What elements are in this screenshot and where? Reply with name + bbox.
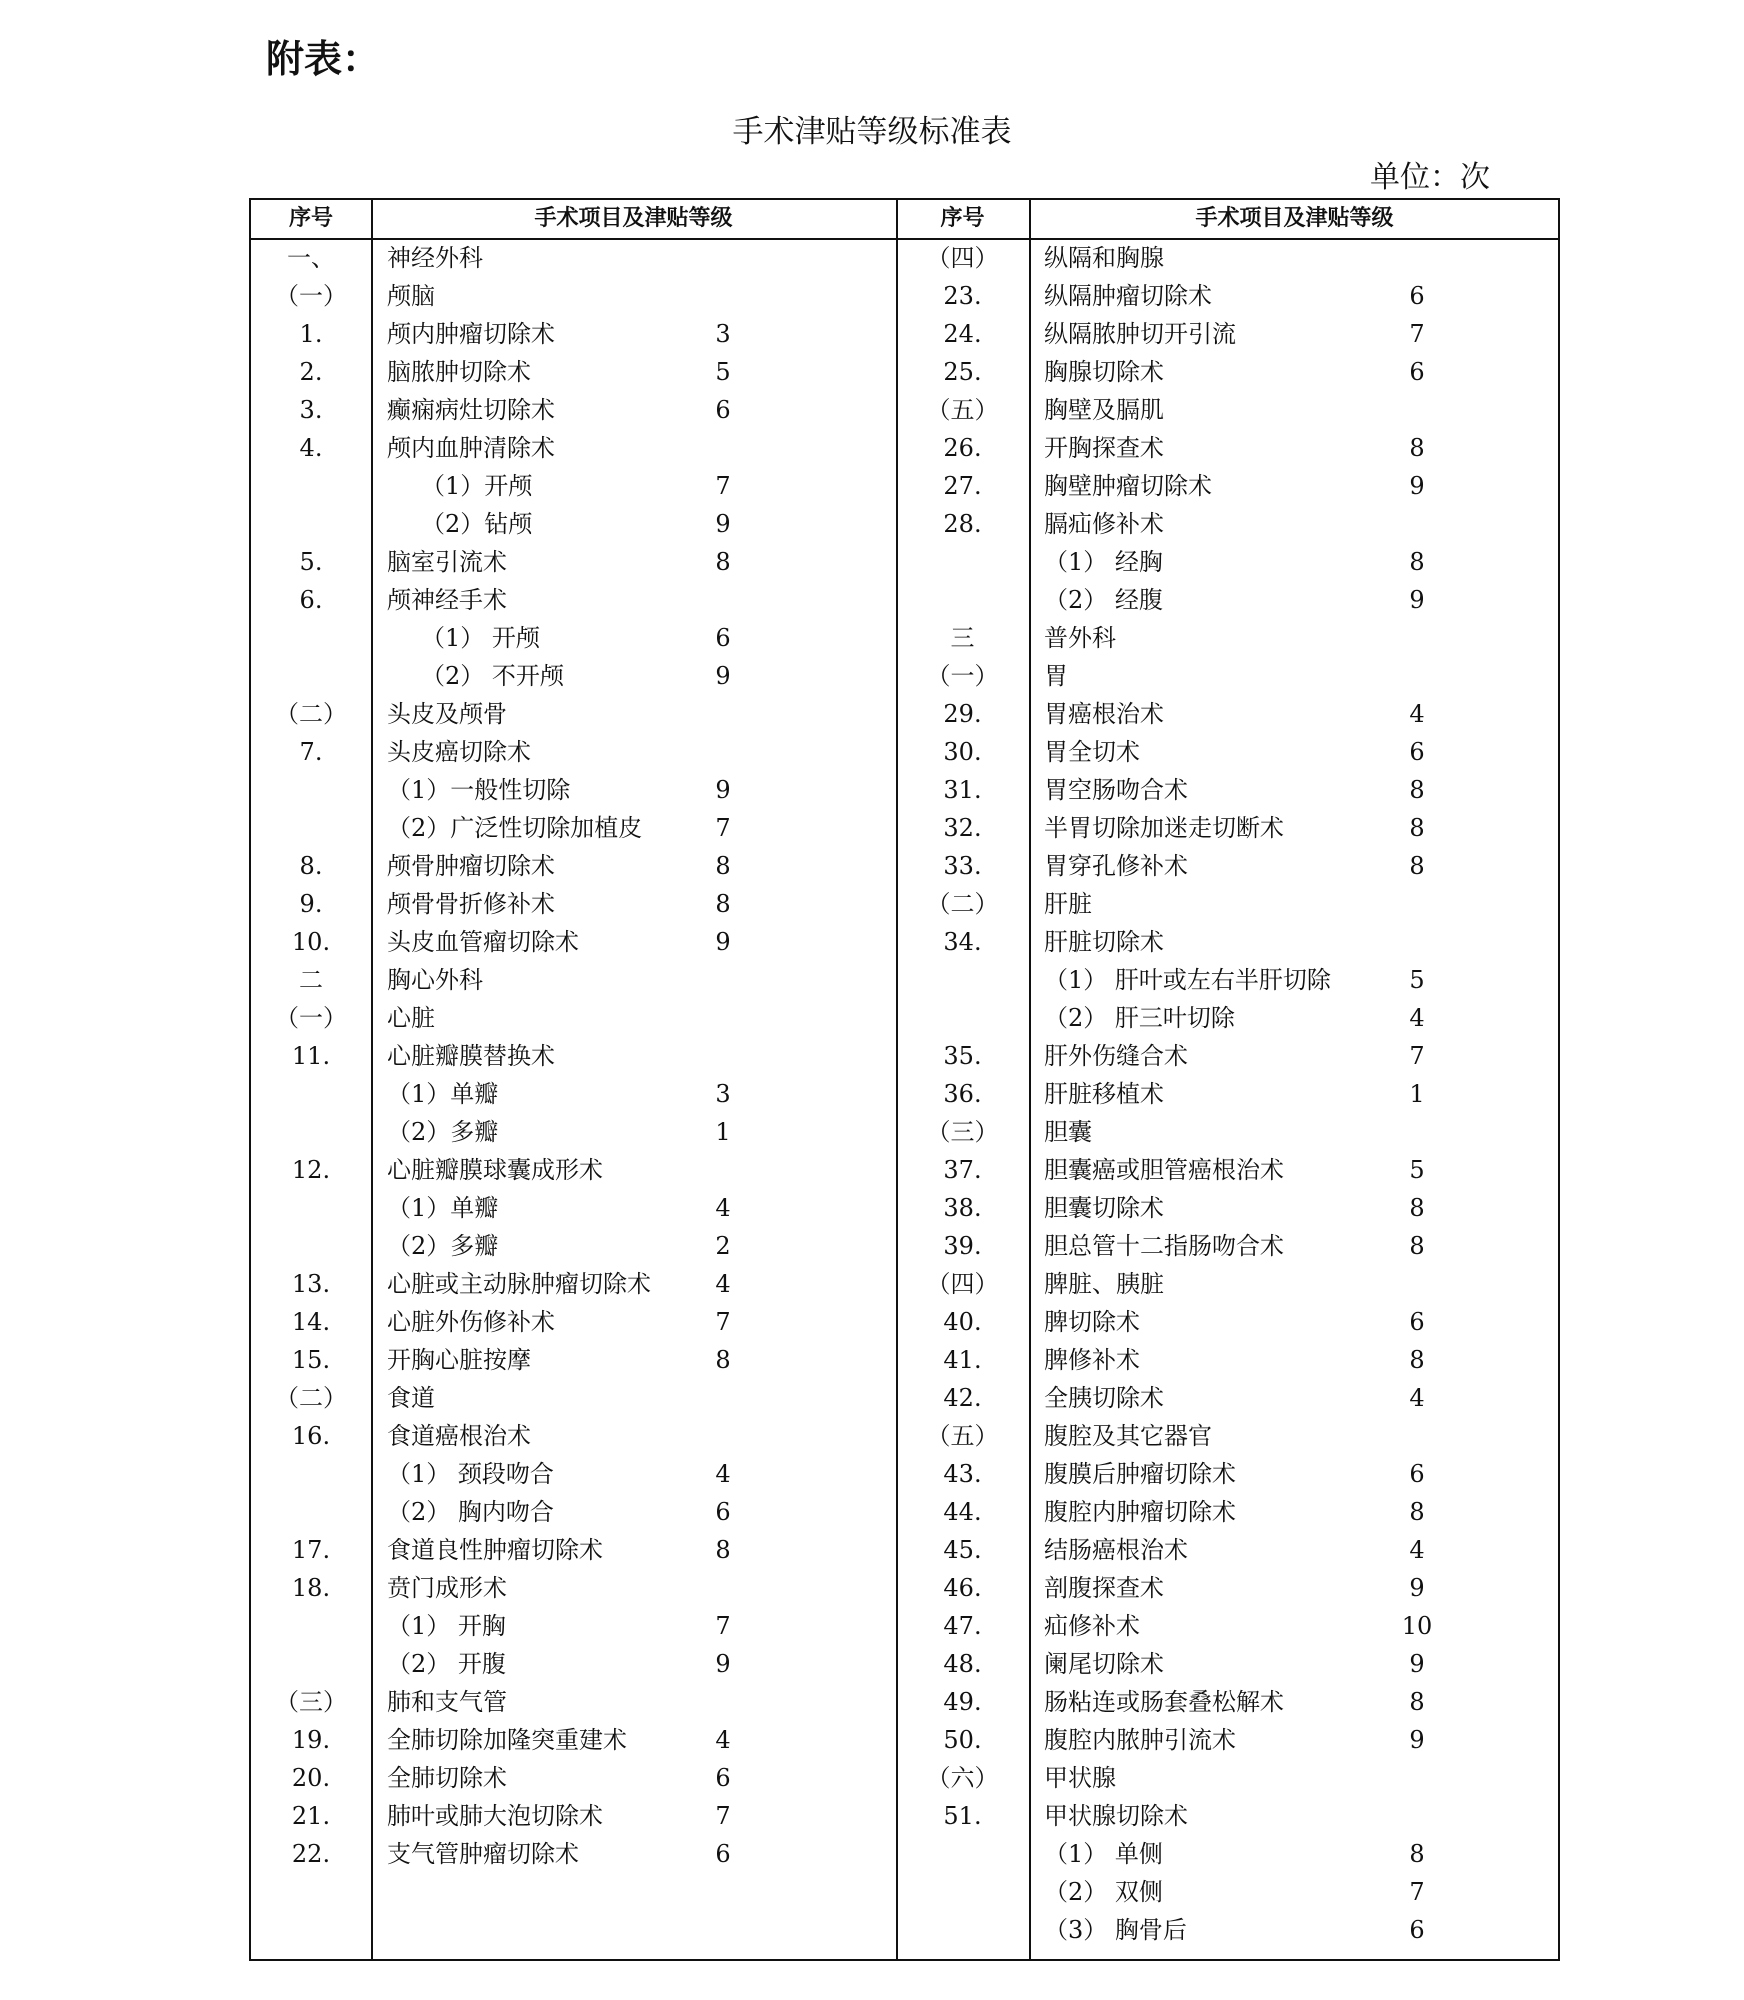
- table-row: [251, 1379, 1558, 1417]
- row-seq: 3.: [299, 396, 323, 424]
- row-item-name: （2）广泛性切除加植皮: [387, 814, 643, 842]
- table-row: [251, 1303, 1558, 1341]
- row-seq: 33.: [943, 852, 982, 880]
- row-item-name: 胃空肠吻合术: [1044, 776, 1188, 804]
- row-item-name: 癫痫病灶切除术: [387, 396, 555, 424]
- row-seq: 49.: [943, 1688, 982, 1716]
- table-row: [251, 1645, 1558, 1683]
- row-item-name: 甲状腺: [1044, 1764, 1116, 1792]
- row-grade: 7: [715, 814, 731, 842]
- row-seq: 6.: [299, 586, 323, 614]
- row-seq: （一）: [275, 282, 347, 310]
- row-seq: 2.: [299, 358, 323, 386]
- row-grade: 8: [715, 1346, 731, 1374]
- table-row: [251, 885, 1558, 923]
- table-row: [251, 1721, 1558, 1759]
- row-grade: 4: [715, 1270, 731, 1298]
- row-item-name: 全肺切除术: [387, 1764, 507, 1792]
- row-seq: 38.: [943, 1194, 982, 1222]
- row-item-name: 纵隔脓肿切开引流: [1044, 320, 1236, 348]
- row-item-name: 胸壁肿瘤切除术: [1044, 472, 1212, 500]
- table-row: [251, 961, 1558, 999]
- row-item-name: 胃全切术: [1044, 738, 1140, 766]
- row-grade: 8: [715, 890, 731, 918]
- row-seq: 19.: [291, 1726, 331, 1754]
- row-seq: 15.: [291, 1346, 331, 1374]
- row-seq: 27.: [943, 472, 982, 500]
- row-grade: 9: [715, 928, 731, 956]
- row-item-name: 心脏: [387, 1004, 435, 1032]
- row-seq: 42.: [943, 1384, 982, 1412]
- row-grade: 8: [1409, 548, 1425, 576]
- row-seq: 8.: [299, 852, 323, 880]
- row-item-name: （3） 胸骨后: [1044, 1916, 1187, 1944]
- row-seq: 28.: [943, 510, 982, 538]
- table-row: [251, 1265, 1558, 1303]
- row-grade: 9: [1409, 1726, 1425, 1754]
- row-seq: （三）: [926, 1118, 999, 1146]
- row-grade: 8: [1409, 852, 1425, 880]
- row-item-name: 普外科: [1044, 624, 1116, 652]
- row-item-name: 颅神经手术: [387, 586, 507, 614]
- table-row: [251, 923, 1558, 961]
- row-grade: 8: [715, 852, 731, 880]
- row-grade: 9: [1409, 1650, 1425, 1678]
- row-grade: 6: [715, 624, 731, 652]
- row-grade: 6: [1409, 282, 1425, 310]
- table-row: [251, 809, 1558, 847]
- row-item-name: 颅骨肿瘤切除术: [387, 852, 555, 880]
- table-row: [251, 1075, 1558, 1113]
- table-row: [251, 353, 1558, 391]
- row-item-name: 支气管肿瘤切除术: [387, 1840, 579, 1868]
- table-row: [251, 1227, 1558, 1265]
- row-grade: 7: [715, 1802, 731, 1830]
- row-item-name: （2） 不开颅: [421, 662, 564, 690]
- table-row: [251, 847, 1558, 885]
- row-item-name: 全肺切除加隆突重建术: [387, 1726, 627, 1754]
- row-grade: 6: [715, 1498, 731, 1526]
- row-grade: 8: [1409, 1498, 1425, 1526]
- row-seq: （二）: [926, 890, 999, 918]
- row-item-name: 剖腹探查术: [1044, 1574, 1164, 1602]
- row-item-name: 腹腔内肿瘤切除术: [1044, 1498, 1236, 1526]
- row-seq: 7.: [299, 738, 323, 766]
- row-grade: 5: [1409, 1156, 1425, 1184]
- row-grade: 6: [1409, 1916, 1425, 1944]
- table-row: [251, 391, 1558, 429]
- row-seq: 51.: [943, 1802, 982, 1830]
- row-item-name: 脾修补术: [1044, 1346, 1140, 1374]
- row-grade: 6: [715, 1840, 731, 1868]
- row-seq: 40.: [943, 1308, 982, 1336]
- row-seq: 16.: [291, 1422, 331, 1450]
- row-grade: 8: [715, 548, 731, 576]
- table-row: [251, 1341, 1558, 1379]
- row-seq: 46.: [943, 1574, 982, 1602]
- table-row: [251, 657, 1558, 695]
- row-item-name: 颅脑: [387, 282, 435, 310]
- row-grade: 9: [715, 510, 731, 538]
- row-seq: 13.: [291, 1270, 331, 1298]
- row-seq: 24.: [943, 320, 982, 348]
- row-grade: 4: [715, 1194, 731, 1222]
- row-item-name: 纵隔肿瘤切除术: [1044, 282, 1212, 310]
- row-item-name: 头皮及颅骨: [387, 700, 507, 728]
- row-grade: 9: [715, 776, 731, 804]
- row-seq: 36.: [943, 1080, 982, 1108]
- row-seq: 43.: [943, 1460, 982, 1488]
- row-seq: 21.: [291, 1802, 331, 1830]
- row-seq: （一）: [926, 662, 999, 690]
- row-seq: 20.: [291, 1764, 331, 1792]
- table-row: [251, 543, 1558, 581]
- row-item-name: （1）开颅: [421, 472, 533, 500]
- row-grade: 6: [1409, 1460, 1425, 1488]
- row-grade: 3: [715, 1080, 731, 1108]
- row-grade: 8: [1409, 1840, 1425, 1868]
- row-grade: 6: [715, 1764, 731, 1792]
- row-item-name: 肺和支气管: [387, 1688, 507, 1716]
- row-item-name: 阑尾切除术: [1044, 1650, 1164, 1678]
- row-item-name: （1）一般性切除: [387, 776, 571, 804]
- row-item-name: 颅内血肿清除术: [387, 434, 555, 462]
- row-seq: 11.: [291, 1042, 331, 1070]
- table-row: [251, 505, 1558, 543]
- table-row: [251, 1037, 1558, 1075]
- row-seq: 1.: [299, 320, 323, 348]
- row-item-name: 脑室引流术: [387, 548, 507, 576]
- row-item-name: 胆囊癌或胆管癌根治术: [1044, 1156, 1284, 1184]
- table-row: [251, 1417, 1558, 1455]
- row-item-name: 肠粘连或肠套叠松解术: [1044, 1688, 1284, 1716]
- row-seq: 5.: [299, 548, 323, 576]
- row-item-name: 食道癌根治术: [387, 1422, 531, 1450]
- row-item-name: （2）多瓣: [387, 1232, 499, 1260]
- row-item-name: 开胸探查术: [1044, 434, 1164, 462]
- table-row: [251, 429, 1558, 467]
- table-row: [251, 999, 1558, 1037]
- row-grade: 4: [1409, 1536, 1425, 1564]
- table-row: [251, 1797, 1558, 1835]
- row-item-name: 食道良性肿瘤切除术: [387, 1536, 603, 1564]
- row-item-name: 胃癌根治术: [1044, 700, 1164, 728]
- row-item-name: 纵隔和胸腺: [1044, 244, 1164, 272]
- row-item-name: （2）钻颅: [421, 510, 533, 538]
- table-row: [251, 581, 1558, 619]
- table-row: [251, 1113, 1558, 1151]
- row-seq: （四）: [926, 1270, 999, 1298]
- row-seq: （二）: [275, 700, 347, 728]
- row-item-name: （1） 颈段吻合: [387, 1460, 554, 1488]
- row-item-name: 胸壁及膈肌: [1044, 396, 1164, 424]
- row-grade: 8: [1409, 1232, 1425, 1260]
- row-item-name: （2） 开腹: [387, 1650, 506, 1678]
- row-item-name: 颅骨骨折修补术: [387, 890, 555, 918]
- row-seq: 4.: [299, 434, 323, 462]
- row-seq: 18.: [291, 1574, 331, 1602]
- table-row: [251, 771, 1558, 809]
- table-row: [251, 1607, 1558, 1645]
- row-item-name: （2） 肝三叶切除: [1044, 1004, 1235, 1032]
- row-item-name: 神经外科: [387, 244, 483, 272]
- table-row: [251, 1911, 1558, 1949]
- table-row: [251, 1569, 1558, 1607]
- row-seq: （三）: [275, 1688, 347, 1716]
- row-item-name: （1） 单侧: [1044, 1840, 1163, 1868]
- row-item-name: 肝脏: [1044, 890, 1092, 918]
- row-seq: 32.: [943, 814, 982, 842]
- row-seq: 35.: [943, 1042, 982, 1070]
- row-grade: 8: [1409, 814, 1425, 842]
- row-seq: 47.: [943, 1612, 982, 1640]
- table-row: [251, 733, 1558, 771]
- row-item-name: 胸心外科: [387, 966, 483, 994]
- row-grade: 8: [1409, 776, 1425, 804]
- row-grade: 8: [715, 1536, 731, 1564]
- row-item-name: 颅内肿瘤切除术: [387, 320, 555, 348]
- table-row: [251, 1151, 1558, 1189]
- row-item-name: 肺叶或肺大泡切除术: [387, 1802, 603, 1830]
- row-grade: 9: [1409, 586, 1425, 614]
- table-row: [251, 239, 1558, 277]
- row-grade: 8: [1409, 1688, 1425, 1716]
- table-row: [251, 1759, 1558, 1797]
- page-label: 附表：: [266, 37, 381, 81]
- row-seq: （四）: [926, 244, 999, 272]
- row-seq: 23.: [943, 282, 982, 310]
- row-seq: 39.: [943, 1232, 982, 1260]
- row-grade: 9: [1409, 1574, 1425, 1602]
- row-item-name: （1）单瓣: [387, 1194, 499, 1222]
- row-item-name: 脾切除术: [1044, 1308, 1140, 1336]
- row-seq: （二）: [275, 1384, 347, 1412]
- row-seq: 48.: [943, 1650, 982, 1678]
- header-item-right: 手术项目及津贴等级: [1195, 206, 1394, 231]
- row-grade: 7: [1409, 1878, 1425, 1906]
- row-grade: 8: [1409, 1346, 1425, 1374]
- row-seq: 31.: [943, 776, 982, 804]
- row-item-name: 头皮血管瘤切除术: [387, 928, 579, 956]
- row-seq: 14.: [291, 1308, 331, 1336]
- row-grade: 4: [1409, 1384, 1425, 1412]
- row-seq: 一、: [287, 244, 335, 272]
- table-row: [251, 1455, 1558, 1493]
- row-grade: 6: [1409, 358, 1425, 386]
- table-row: [251, 277, 1558, 315]
- row-seq: 三: [950, 624, 975, 652]
- row-grade: 2: [715, 1232, 731, 1260]
- row-item-name: 心脏或主动脉肿瘤切除术: [387, 1270, 651, 1298]
- row-grade: 8: [1409, 434, 1425, 462]
- row-item-name: 胆总管十二指肠吻合术: [1044, 1232, 1284, 1260]
- row-grade: 6: [1409, 1308, 1425, 1336]
- page-title: 手术津贴等级标准表: [732, 114, 1012, 150]
- row-item-name: 肝脏切除术: [1044, 928, 1164, 956]
- row-seq: 45.: [943, 1536, 982, 1564]
- row-item-name: （1） 开胸: [387, 1612, 506, 1640]
- row-item-name: 胸腺切除术: [1044, 358, 1164, 386]
- header-seq-right: 序号: [940, 206, 985, 231]
- row-item-name: （1） 开颅: [421, 624, 540, 652]
- table-row: [251, 1493, 1558, 1531]
- row-item-name: 结肠癌根治术: [1044, 1536, 1188, 1564]
- row-grade: 6: [1409, 738, 1425, 766]
- row-item-name: 疝修补术: [1044, 1612, 1140, 1640]
- table-row: [251, 467, 1558, 505]
- row-item-name: 腹腔及其它器官: [1044, 1422, 1212, 1450]
- row-grade: 4: [715, 1726, 731, 1754]
- row-seq: 29.: [943, 700, 982, 728]
- row-seq: 44.: [943, 1498, 982, 1526]
- row-item-name: 胆囊: [1044, 1118, 1092, 1146]
- row-seq: 26.: [943, 434, 982, 462]
- row-item-name: 头皮癌切除术: [387, 738, 531, 766]
- row-seq: 22.: [291, 1840, 331, 1868]
- row-grade: 7: [1409, 1042, 1425, 1070]
- row-grade: 7: [715, 1612, 731, 1640]
- row-grade: 10: [1401, 1612, 1433, 1640]
- row-item-name: 全胰切除术: [1044, 1384, 1164, 1412]
- row-item-name: 甲状腺切除术: [1044, 1802, 1188, 1830]
- row-grade: 7: [715, 1308, 731, 1336]
- row-item-name: （1）单瓣: [387, 1080, 499, 1108]
- row-seq: 41.: [943, 1346, 982, 1374]
- row-item-name: 半胃切除加迷走切断术: [1044, 814, 1284, 842]
- row-seq: 37.: [943, 1156, 982, 1184]
- row-grade: 7: [715, 472, 731, 500]
- row-item-name: 开胸心脏按摩: [387, 1346, 531, 1374]
- row-item-name: （1） 肝叶或左右半肝切除: [1044, 966, 1331, 994]
- row-item-name: 肝外伤缝合术: [1044, 1042, 1188, 1070]
- row-item-name: 贲门成形术: [387, 1574, 507, 1602]
- row-item-name: 胃穿孔修补术: [1044, 852, 1188, 880]
- table-row: [251, 315, 1558, 353]
- row-grade: 9: [715, 1650, 731, 1678]
- row-seq: 10.: [291, 928, 331, 956]
- row-grade: 9: [1409, 472, 1425, 500]
- row-seq: 34.: [943, 928, 982, 956]
- row-item-name: 脾脏、胰脏: [1044, 1270, 1164, 1298]
- table-row: [251, 1873, 1558, 1911]
- row-seq: （一）: [275, 1004, 347, 1032]
- row-item-name: 肝脏移植术: [1044, 1080, 1164, 1108]
- row-grade: 6: [715, 396, 731, 424]
- row-seq: 25.: [943, 358, 982, 386]
- row-seq: 30.: [943, 738, 982, 766]
- row-seq: 17.: [291, 1536, 331, 1564]
- row-item-name: （2） 胸内吻合: [387, 1498, 554, 1526]
- row-item-name: 腹腔内脓肿引流术: [1044, 1726, 1236, 1754]
- row-grade: 8: [1409, 1194, 1425, 1222]
- row-item-name: （2） 经腹: [1044, 586, 1163, 614]
- row-grade: 3: [715, 320, 731, 348]
- row-grade: 4: [1409, 700, 1425, 728]
- row-grade: 7: [1409, 320, 1425, 348]
- row-grade: 9: [715, 662, 731, 690]
- header-seq-left: 序号: [288, 206, 333, 231]
- row-item-name: 心脏瓣膜替换术: [387, 1042, 555, 1070]
- table-row: [251, 1683, 1558, 1721]
- row-grade: 1: [715, 1118, 731, 1146]
- row-grade: 1: [1409, 1080, 1425, 1108]
- row-seq: 12.: [291, 1156, 331, 1184]
- row-item-name: （1） 经胸: [1044, 548, 1163, 576]
- row-item-name: 腹膜后肿瘤切除术: [1044, 1460, 1236, 1488]
- table-row: [251, 695, 1558, 733]
- surgery-allowance-table: [249, 198, 1560, 1961]
- row-seq: （五）: [926, 396, 999, 424]
- row-item-name: 心脏外伤修补术: [387, 1308, 555, 1336]
- row-grade: 5: [1409, 966, 1425, 994]
- row-seq: 50.: [943, 1726, 982, 1754]
- unit-label: 单位：次: [1370, 160, 1490, 195]
- row-grade: 4: [1409, 1004, 1425, 1032]
- row-item-name: 膈疝修补术: [1044, 510, 1164, 538]
- row-seq: 9.: [299, 890, 323, 918]
- row-grade: 4: [715, 1460, 731, 1488]
- row-item-name: （2）多瓣: [387, 1118, 499, 1146]
- row-item-name: 脑脓肿切除术: [387, 358, 531, 386]
- table-row: [251, 1189, 1558, 1227]
- row-item-name: 胃: [1044, 662, 1068, 690]
- table-row: [251, 1835, 1558, 1873]
- table-row: [251, 619, 1558, 657]
- row-seq: （六）: [926, 1764, 999, 1792]
- row-item-name: 心脏瓣膜球囊成形术: [387, 1156, 603, 1184]
- row-seq: 二: [299, 966, 323, 994]
- row-item-name: 食道: [387, 1384, 435, 1412]
- row-grade: 5: [715, 358, 731, 386]
- row-item-name: （2） 双侧: [1044, 1878, 1163, 1906]
- row-seq: （五）: [926, 1422, 999, 1450]
- header-item-left: 手术项目及津贴等级: [534, 206, 733, 231]
- table-row: [251, 1531, 1558, 1569]
- row-item-name: 胆囊切除术: [1044, 1194, 1164, 1222]
